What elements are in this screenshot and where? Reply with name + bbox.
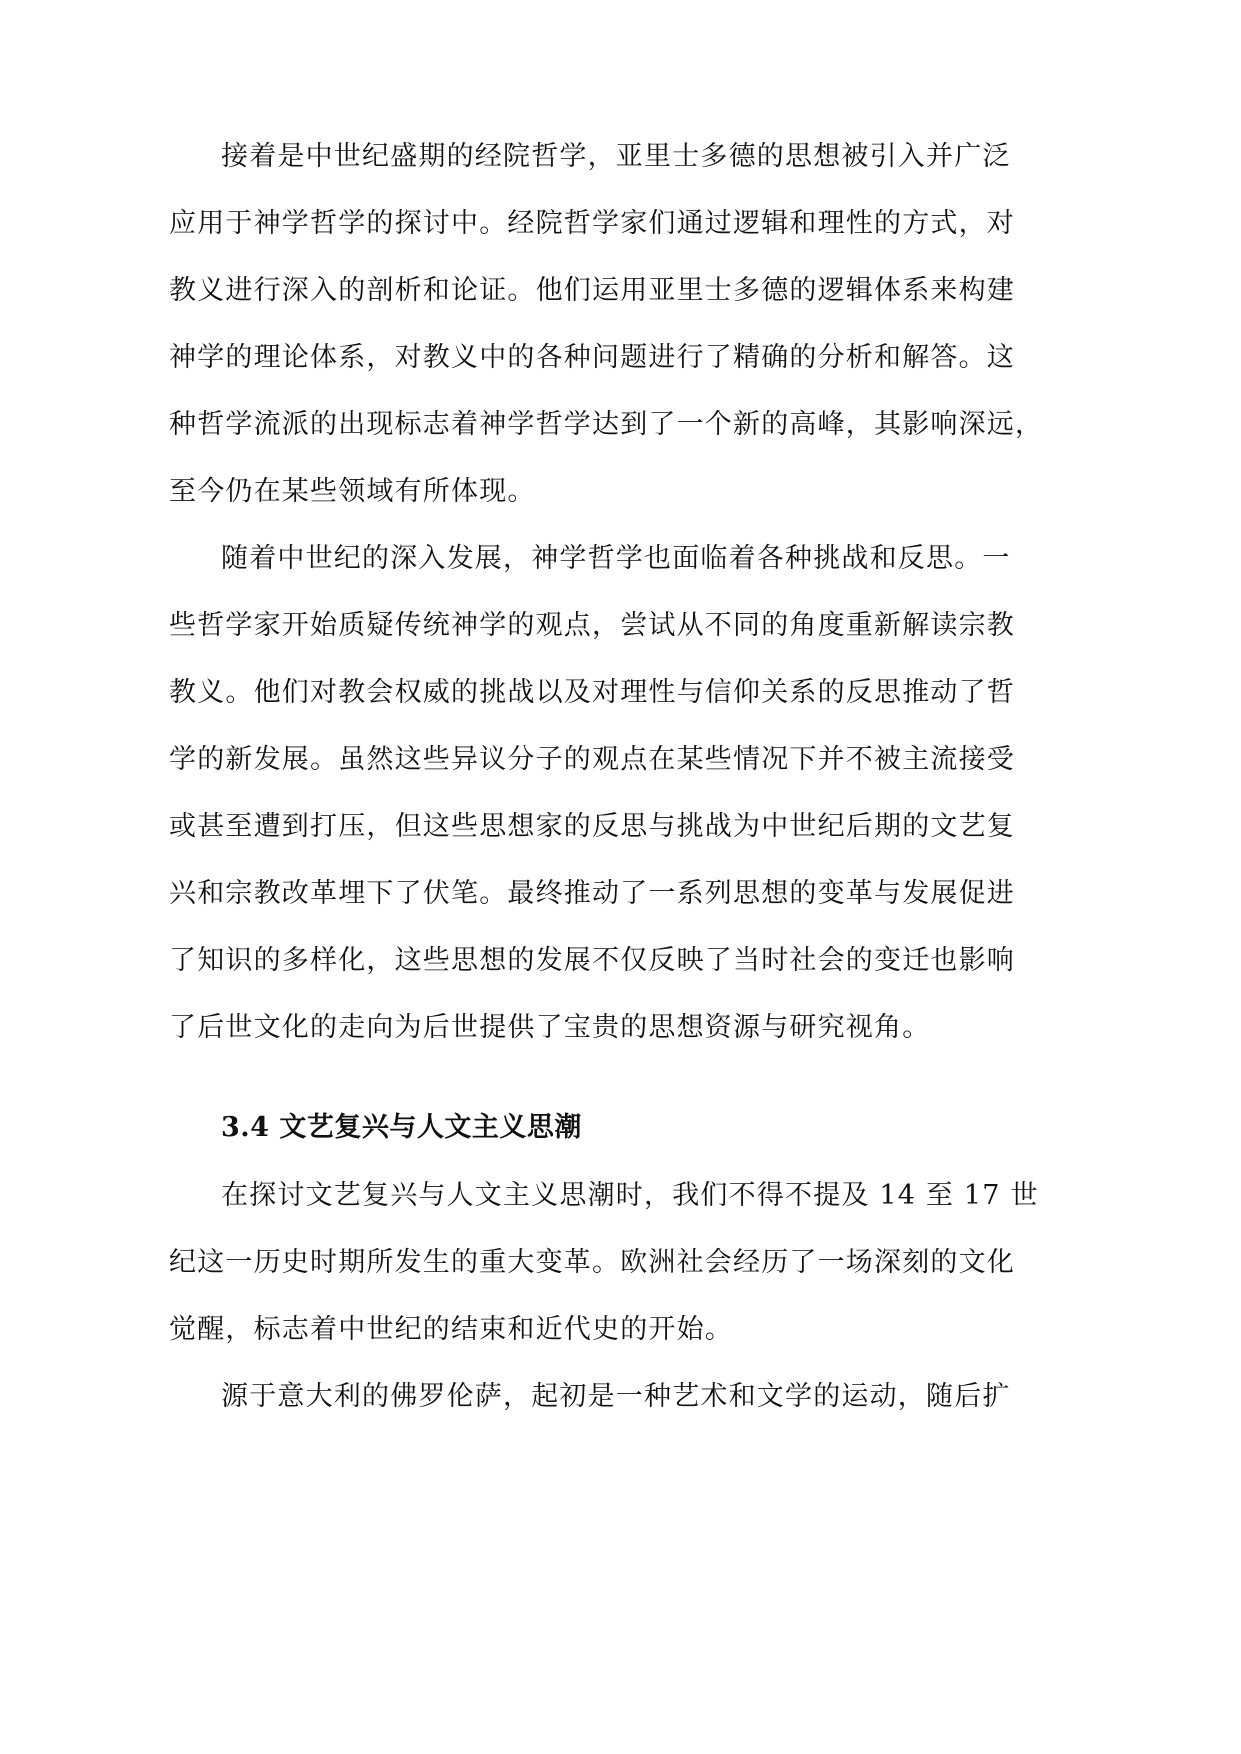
text-line: 教义。他们对教会权威的挑战以及对理性与信仰关系的反思推动了哲	[169, 677, 1015, 708]
text-line: 学的新发展。虽然这些异议分子的观点在某些情况下并不被主流接受	[169, 744, 1015, 775]
text-line: 应用于神学哲学的探讨中。经院哲学家们通过逻辑和理性的方式，对	[169, 208, 1015, 239]
text-line: 兴和宗教改革埋下了伏笔。最终推动了一系列思想的变革与发展促进	[169, 878, 1015, 909]
text-line: 了后世文化的走向为后世提供了宝贵的思想资源与研究视角。	[169, 1012, 931, 1043]
text-line: 或甚至遭到打压，但这些思想家的反思与挑战为中世纪后期的文艺复	[169, 811, 1015, 842]
text-line: 教义进行深入的剖析和论证。他们运用亚里士多德的逻辑体系来构建	[169, 275, 1015, 306]
text-line: 接着是中世纪盛期的经院哲学，亚里士多德的思想被引入并广泛	[221, 141, 1011, 172]
text-line: 源于意大利的佛罗伦萨，起初是一种艺术和文学的运动，随后扩	[221, 1381, 1011, 1412]
text-line: 纪这一历史时期所发生的重大变革。欧洲社会经历了一场深刻的文化	[169, 1247, 1015, 1278]
text-line: 在探讨文艺复兴与人文主义思潮时，我们不得不提及 14 至 17 世	[221, 1180, 1039, 1211]
section-heading: 3.4 文艺复兴与人文主义思潮	[221, 1112, 582, 1143]
text-line: 神学的理论体系，对教义中的各种问题进行了精确的分析和解答。这	[169, 342, 1015, 373]
text-line: 了知识的多样化，这些思想的发展不仅反映了当时社会的变迁也影响	[169, 945, 1015, 976]
text-line: 觉醒，标志着中世纪的结束和近代史的开始。	[169, 1314, 733, 1345]
text-line: 种哲学流派的出现标志着神学哲学达到了一个新的高峰，其影响深远，	[169, 409, 1044, 440]
text-line: 至今仍在某些领域有所体现。	[169, 476, 536, 507]
text-line: 些哲学家开始质疑传统神学的观点，尝试从不同的角度重新解读宗教	[169, 610, 1015, 641]
text-line: 随着中世纪的深入发展，神学哲学也面临着各种挑战和反思。一	[221, 543, 1011, 574]
